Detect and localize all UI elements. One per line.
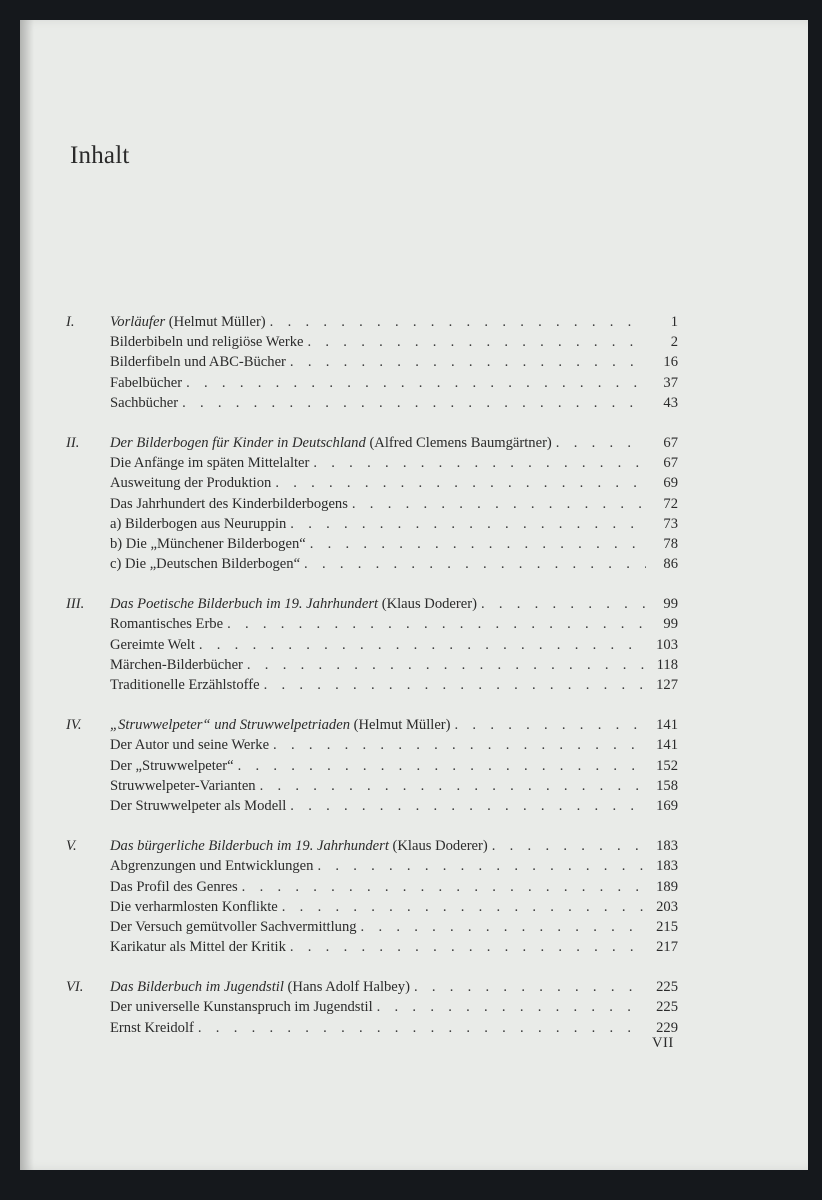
entry-label: Der „Struwwelpeter“ <box>110 757 234 774</box>
chapter-author: (Hans Adolf Halbey) <box>287 979 410 996</box>
entry-page-number: 141 <box>656 737 678 754</box>
table-of-contents <box>66 312 678 1058</box>
entry-label: Romantisches Erbe <box>110 616 224 633</box>
toc-section <box>66 977 678 1038</box>
leader-dots <box>313 453 646 473</box>
chapter-page-number: 1 <box>670 314 678 330</box>
entry-label: Der Versuch gemütvoller Sachvermittlung <box>110 918 357 935</box>
leader-dots <box>270 312 646 332</box>
leader-dots <box>377 997 646 1017</box>
chapter-page-number: 225 <box>656 979 678 996</box>
leader-dots <box>275 473 646 493</box>
chapter-heading <box>110 312 270 332</box>
leader-dots <box>414 977 646 997</box>
toc-entry-row <box>66 756 678 776</box>
entry-page-number: 2 <box>670 334 678 351</box>
leader-dots <box>198 1018 646 1038</box>
chapter-title: Das Bilderbuch im Jugendstil <box>110 979 284 996</box>
entry-page-number: 72 <box>663 495 678 512</box>
entry-page-number: 158 <box>656 777 678 794</box>
toc-section <box>66 836 678 957</box>
chapter-heading <box>110 594 481 614</box>
leader-dots <box>242 877 646 897</box>
gutter-shadow <box>20 20 34 1170</box>
entry-page-number: 78 <box>663 535 678 552</box>
leader-dots <box>352 494 646 514</box>
entry-page-number: 103 <box>656 636 678 653</box>
entry-label: Das Jahrhundert des Kinderbilderbogens <box>110 495 348 512</box>
chapter-title: Das Poetische Bilderbuch im 19. Jahrhundert <box>110 596 379 613</box>
toc-chapter-row <box>66 836 678 856</box>
chapter-number: III. <box>66 596 85 613</box>
entry-page-number: 215 <box>656 918 678 935</box>
toc-chapter-row <box>66 594 678 614</box>
leader-dots <box>310 534 646 554</box>
entry-page-number: 118 <box>656 656 678 673</box>
chapter-page-number: 67 <box>663 434 678 451</box>
toc-entry-row <box>66 373 678 393</box>
entry-label: Der Struwwelpeter als Modell <box>110 797 287 814</box>
leader-dots <box>264 675 646 695</box>
toc-entry-row <box>66 554 678 574</box>
leader-dots <box>182 393 646 413</box>
leader-dots <box>290 937 646 957</box>
toc-entry-row <box>66 614 678 634</box>
chapter-author: (Helmut Müller) <box>168 314 266 330</box>
leader-dots <box>304 554 646 574</box>
leader-dots <box>273 735 646 755</box>
entry-label: Ernst Kreidolf <box>110 1019 194 1036</box>
leader-dots <box>186 373 646 393</box>
chapter-page-number: 183 <box>656 838 678 855</box>
chapter-title: „Struwwelpeter“ und Struwwelpetriaden <box>110 717 350 734</box>
entry-label: Bilderbibeln und religiöse Werke <box>110 334 304 351</box>
entry-label: c) Die „Deutschen Bilderbogen“ <box>110 556 301 573</box>
chapter-heading <box>110 977 414 997</box>
chapter-author: (Helmut Müller) <box>353 717 451 734</box>
chapter-number: II. <box>66 434 80 451</box>
entry-label: Das Profil des Genres <box>110 878 238 895</box>
chapter-title: Das bürgerliche Bilderbuch im 19. Jahrhundert <box>110 838 389 855</box>
book-page <box>20 20 808 1170</box>
entry-label: a) Bilderbogen aus Neuruppin <box>110 515 287 532</box>
toc-entry-row <box>66 897 678 917</box>
chapter-number: VI. <box>66 979 84 996</box>
entry-label: Abgrenzungen und Entwicklungen <box>110 858 314 875</box>
entry-page-number: 203 <box>656 898 678 915</box>
entry-page-number: 37 <box>663 374 678 391</box>
toc-entry-row <box>66 877 678 897</box>
entry-page-number: 43 <box>663 394 678 411</box>
chapter-title: Der Bilderbogen für Kinder in Deutschland <box>110 434 366 451</box>
entry-label: Bilderfibeln und ABC-Bücher <box>110 354 286 371</box>
page-folio: VII <box>652 1035 674 1051</box>
chapter-page-number: 99 <box>663 596 678 613</box>
toc-chapter-row <box>66 715 678 735</box>
chapter-heading <box>110 836 492 856</box>
entry-label: Struwwelpeter-Varianten <box>110 777 256 794</box>
chapter-author: (Klaus Doderer) <box>381 596 477 613</box>
toc-entry-row <box>66 514 678 534</box>
leader-dots <box>199 635 646 655</box>
entry-page-number: 152 <box>656 757 678 774</box>
entry-label: Karikatur als Mittel der Kritik <box>110 939 286 956</box>
entry-page-number: 217 <box>656 939 678 956</box>
chapter-author: (Klaus Doderer) <box>392 838 488 855</box>
leader-dots <box>361 917 646 937</box>
chapter-heading <box>110 433 556 453</box>
entry-label: Der Autor und seine Werke <box>110 737 270 754</box>
toc-section <box>66 594 678 695</box>
chapter-number: V. <box>66 838 77 855</box>
toc-section <box>66 433 678 574</box>
entry-page-number: 183 <box>656 858 678 875</box>
entry-label: b) Die „Münchener Bilderbogen“ <box>110 535 306 552</box>
toc-entry-row <box>66 494 678 514</box>
chapter-heading <box>110 715 455 735</box>
leader-dots <box>308 332 647 352</box>
toc-entry-row <box>66 997 678 1017</box>
entry-page-number: 169 <box>656 797 678 814</box>
toc-entry-row <box>66 856 678 876</box>
entry-page-number: 189 <box>656 878 678 895</box>
entry-label: Fabelbücher <box>110 374 183 391</box>
entry-page-number: 73 <box>663 515 678 532</box>
toc-entry-row <box>66 917 678 937</box>
entry-page-number: 69 <box>663 475 678 492</box>
entry-label: Die Anfänge im späten Mittelalter <box>110 455 310 472</box>
entry-page-number: 67 <box>663 455 678 472</box>
entry-page-number: 127 <box>656 677 678 693</box>
leader-dots <box>481 594 646 614</box>
chapter-number: IV. <box>66 717 82 734</box>
leader-dots <box>238 756 646 776</box>
toc-entry-row <box>66 453 678 473</box>
leader-dots <box>492 836 646 856</box>
toc-entry-row <box>66 675 678 695</box>
entry-label: Ausweitung der Produktion <box>110 475 272 492</box>
entry-page-number: 229 <box>656 1019 678 1036</box>
entry-label: Märchen-Bilderbücher <box>110 656 243 673</box>
toc-entry-row <box>66 796 678 816</box>
leader-dots <box>455 715 646 735</box>
toc-entry-row <box>66 735 678 755</box>
leader-dots <box>260 776 646 796</box>
entry-page-number: 225 <box>656 999 678 1016</box>
toc-entry-row <box>66 1018 678 1038</box>
toc-entry-row <box>66 655 678 675</box>
entry-label: Sachbücher <box>110 394 179 411</box>
leader-dots <box>290 514 646 534</box>
page-title: Inhalt <box>70 142 130 169</box>
toc-entry-row <box>66 534 678 554</box>
chapter-title: Vorläufer <box>110 314 166 330</box>
entry-label: Die verharmlosten Konflikte <box>110 898 278 915</box>
toc-section <box>66 715 678 816</box>
entry-page-number: 99 <box>663 616 678 633</box>
toc-entry-row <box>66 937 678 957</box>
entry-label: Gereimte Welt <box>110 636 195 653</box>
leader-dots <box>247 655 646 675</box>
chapter-page-number: 141 <box>656 717 678 734</box>
toc-entry-row <box>66 332 678 352</box>
entry-page-number: 16 <box>663 354 678 371</box>
toc-entry-row <box>66 776 678 796</box>
toc-entry-row <box>66 473 678 493</box>
leader-dots <box>290 352 646 372</box>
toc-chapter-row <box>66 433 678 453</box>
chapter-number: I. <box>66 314 75 330</box>
leader-dots <box>227 614 646 634</box>
entry-page-number: 86 <box>663 556 678 573</box>
leader-dots <box>317 856 646 876</box>
leader-dots <box>290 796 646 816</box>
toc-section <box>66 312 678 413</box>
leader-dots <box>556 433 646 453</box>
entry-label: Der universelle Kunstanspruch im Jugendstil <box>110 999 373 1016</box>
toc-entry-row <box>66 393 678 413</box>
toc-chapter-row <box>66 312 678 332</box>
toc-entry-row <box>66 352 678 372</box>
chapter-author: (Alfred Clemens Baumgärtner) <box>369 434 552 451</box>
toc-chapter-row <box>66 977 678 997</box>
toc-entry-row <box>66 635 678 655</box>
entry-label: Traditionelle Erzählstoffe <box>110 677 260 693</box>
leader-dots <box>282 897 646 917</box>
